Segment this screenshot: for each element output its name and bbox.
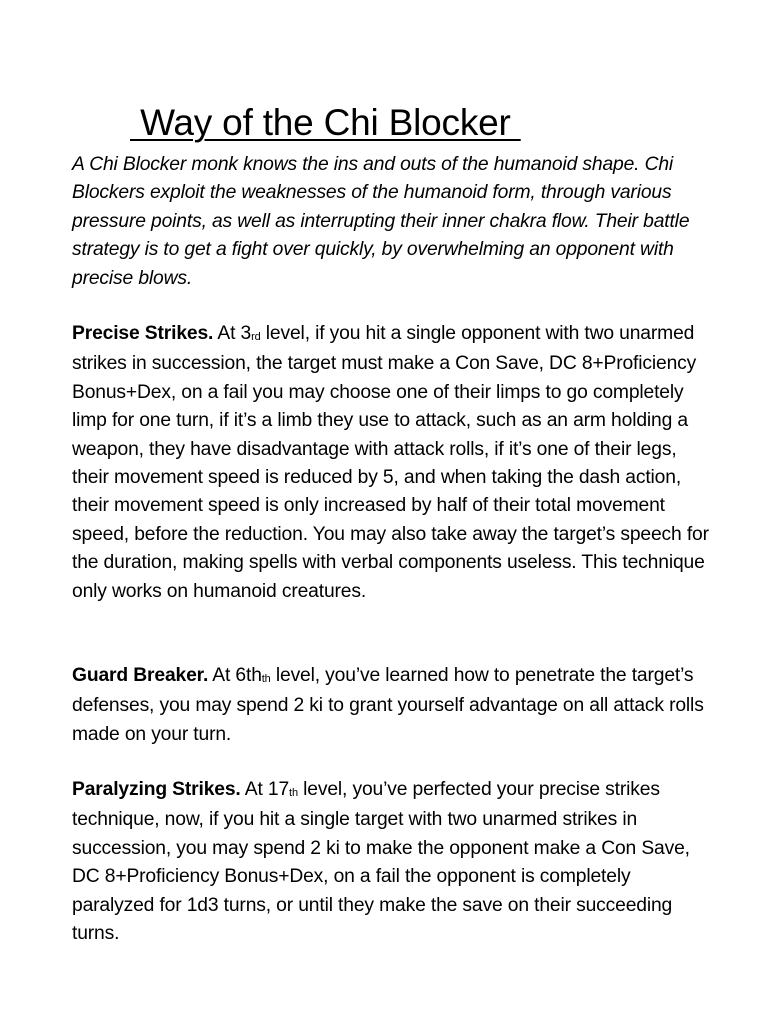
level-ordinal-suffix: th — [261, 673, 271, 685]
feature-name: Paralyzing Strikes. — [72, 779, 241, 800]
feature-name: Guard Breaker. — [72, 665, 209, 686]
feature-description: level, if you hit a single opponent with two unarmed strikes in succession, the target must make a Con Save, DC 8+Proficiency Bonus+Dex, on a fail you may choose one of their limps to go completely limp for one turn, if it’s a limb they use to attack, such as an arm holding a weapon, they have disadvantage with attack rolls, if it’s one of their legs, their movement speed is reduced by 5, and when taking the dash action, their movement speed is only increased by half of their total movement speed, before the reduction. You may also take away the target’s speech for the duration, making spells with verbal components useless. This technique only works on humanoid creatures. — [72, 323, 709, 602]
feature-precise-strikes — [72, 320, 712, 606]
level-ordinal-suffix: th — [289, 787, 298, 799]
feature-guard-breaker — [72, 662, 712, 749]
feature-name: Precise Strikes. — [72, 323, 214, 344]
feature-paralyzing-strikes — [72, 776, 712, 948]
feature-description: level, you’ve perfected your precise strikes technique, now, if you hit a single target with two unarmed strikes in succession, you may spend 2 ki to make the opponent make a Con Save, DC 8+Proficiency Bonus+Dex, on a fail the opponent is completely paralyzed for 1d3 turns, or until they make the save on their succeeding turns. — [72, 779, 690, 945]
intro-paragraph: A Chi Blocker monk knows the ins and outs of the humanoid shape. Chi Blockers exploit the weaknesses of the humanoid form, through various pressure points, as well as interrupting their inner chakra flow. Their battle strategy is to get a fight over quickly, by overwhelming an opponent with precise blows. — [72, 154, 690, 289]
feature-level: At 17 — [240, 779, 290, 800]
feature-level: At 6th — [208, 665, 262, 686]
feature-description: level, you’ve learned how to penetrate the target’s defenses, you may spend 2 ki to grant yourself advantage on all attack rolls made on your turn. — [72, 665, 704, 745]
level-ordinal-suffix: rd — [251, 331, 261, 343]
document-title: Way of the Chi Blocker — [130, 102, 521, 143]
feature-level: At 3 — [213, 323, 252, 344]
